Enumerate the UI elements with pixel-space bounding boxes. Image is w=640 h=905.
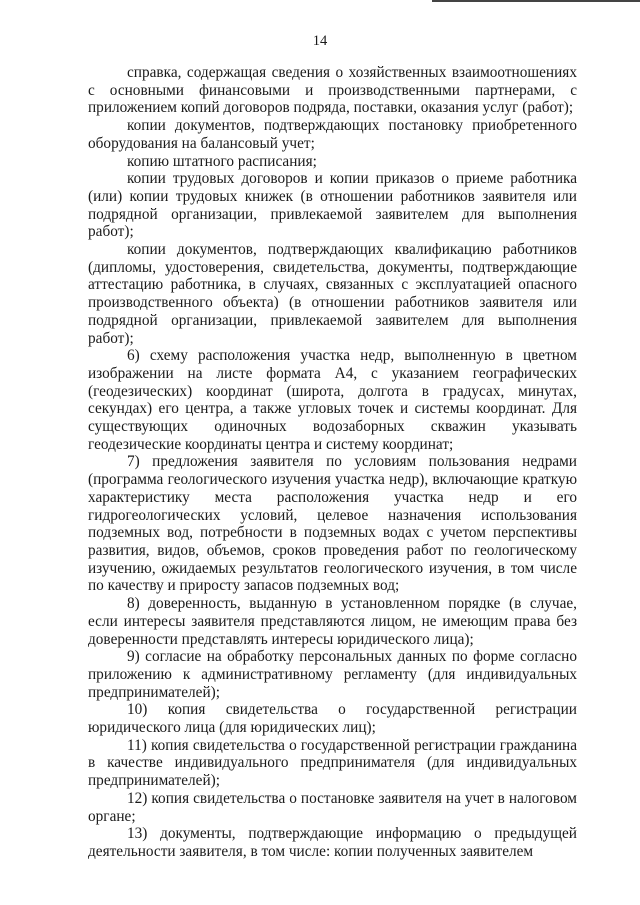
page-number: 14 (312, 33, 328, 49)
paragraph-item-7: 7) предложения заявителя по условиям пользования недрами (программа геологического изучения участка недр), включающие краткую характеристику места расположения участка недр и его гидрогеологических условий, целевое назначения использования подземных вод, потребности в подземных водах с учетом перспективы развития, видов, объемов, сроков проведения работ по геологическому изучению, ожидаемых результатов геологического изучения, в том числе по качеству и приросту запасов подземных вод; (88, 453, 577, 595)
paragraph-item-12: 12) копия свидетельства о постановке заявителя на учет в налоговом органе; (88, 789, 577, 825)
paragraph-item-10: 10) копия свидетельства о государственной регистрации юридического лица (для юридических лиц); (88, 701, 577, 737)
paragraph-item-8: 8) доверенность, выданную в установленном порядке (в случае, если интересы заявителя представляются лицом, не имеющим права без доверенности представлять интересы юридического лица); (88, 595, 577, 648)
paragraph-staff-schedule: копию штатного расписания; (127, 152, 317, 170)
paragraph-labor-contracts: копии трудовых договоров и копии приказов о приеме работника (или) копии трудовых книжек (в отношении работников заявителя или подрядной организации, привлекаемой заявителем для выполнения работ); (88, 170, 577, 241)
top-rule (432, 0, 640, 2)
paragraph-item-13: 13) документы, подтверждающие информацию о предыдущей деятельности заявителя, в том числе: копии полученных заявителем (88, 825, 577, 860)
document-body (88, 64, 577, 861)
paragraph-certificate-relations: справка, содержащая сведения о хозяйственных взаимоотношениях с основными финансовыми и производственными партнерами, с приложением копий договоров подряда, поставки, оказания услуг (работ); (88, 64, 577, 117)
paragraph-equipment-docs: копии документов, подтверждающих постановку приобретенного оборудования на балансовый учет; (88, 117, 577, 152)
paragraph-item-11: 11) копия свидетельства о государственной регистрации гражданина в качестве индивидуального предпринимателя (для индивидуальных предпринимателей); (88, 736, 577, 790)
paragraph-item-6: 6) схему расположения участка недр, выполненную в цветном изображении на листе формата А4, с указанием географических (геодезических) координат (широта, долгота в градусах, минутах, секундах) его центра, а также угловых точек и системы координат. Для существующих одиночных водозаборных скважин указывать геодезические координаты центра и систему координат; (88, 347, 577, 453)
paragraph-qualification-docs: копии документов, подтверждающих квалификацию работников (дипломы, удостоверения, свидетельства, документы, подтверждающие аттестацию работника, в случаях, связанных с эксплуатацией опасного производственного объекта) (в отношении работников заявителя или подрядной организации, привлекаемой заявителем для выполнения работ); (88, 241, 577, 347)
paragraph-item-9: 9) согласие на обработку персональных данных по форме согласно приложению к административному регламенту (для индивидуальных предпринимателей); (88, 648, 577, 701)
